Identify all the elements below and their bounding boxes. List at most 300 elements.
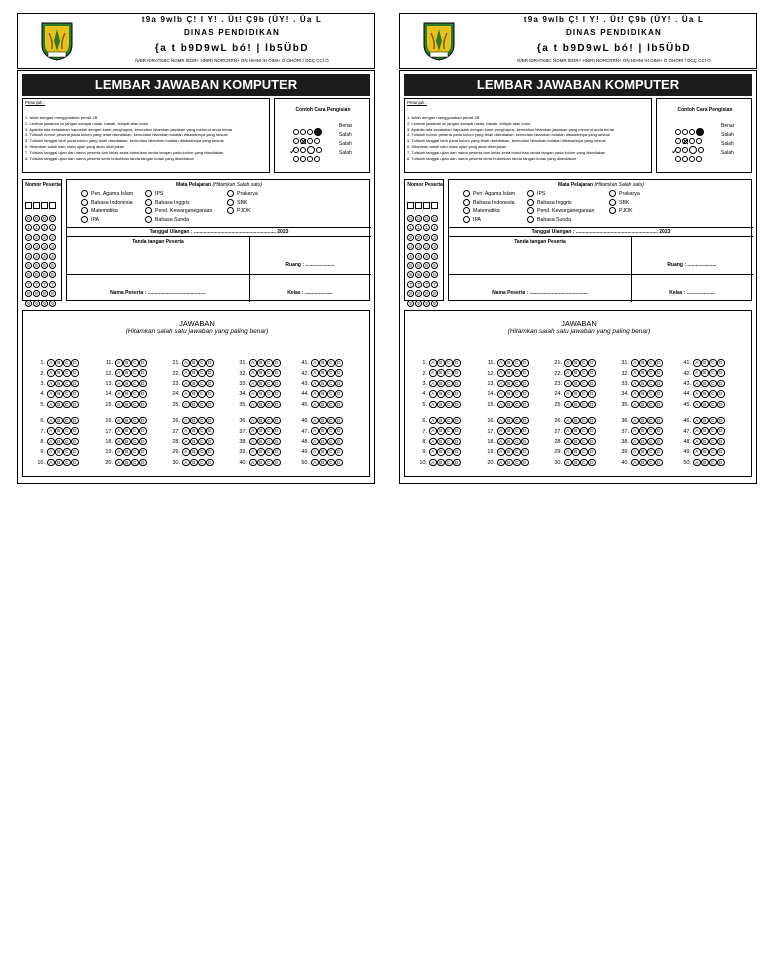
answer-bubble[interactable]: C bbox=[327, 417, 335, 425]
answer-bubble[interactable]: D bbox=[273, 369, 281, 377]
answer-bubble[interactable]: D bbox=[206, 359, 214, 367]
answer-bubble[interactable]: C bbox=[265, 459, 273, 467]
digit-bubble[interactable]: 9 bbox=[415, 300, 422, 307]
answer-bubble[interactable]: C bbox=[445, 417, 453, 425]
answer-bubble[interactable]: B bbox=[639, 448, 647, 456]
answer-bubble[interactable]: D bbox=[453, 427, 461, 435]
digit-bubble[interactable]: 0 bbox=[41, 215, 48, 222]
answer-bubble[interactable]: A bbox=[497, 448, 505, 456]
exam-date-field[interactable]: Tanggal Ulangan : ........................................................... 2023 bbox=[531, 229, 671, 235]
answer-bubble[interactable]: D bbox=[71, 459, 79, 467]
subject-option[interactable]: Bahasa Inggris bbox=[527, 199, 594, 208]
answer-bubble[interactable]: C bbox=[709, 427, 717, 435]
answer-bubble[interactable]: A bbox=[693, 369, 701, 377]
answer-bubble[interactable]: C bbox=[131, 390, 139, 398]
answer-bubble[interactable]: D bbox=[588, 401, 596, 409]
answer-bubble[interactable]: B bbox=[701, 438, 709, 446]
answer-bubble[interactable]: A bbox=[564, 390, 572, 398]
answer-bubble[interactable]: A bbox=[47, 448, 55, 456]
answer-bubble[interactable]: A bbox=[693, 448, 701, 456]
subject-option[interactable]: PJOK bbox=[609, 207, 640, 216]
digit-bubble[interactable]: 7 bbox=[407, 281, 414, 288]
class-field[interactable]: Kelas : .................... bbox=[287, 290, 333, 296]
answer-bubble[interactable]: C bbox=[63, 417, 71, 425]
digit-bubble[interactable]: 1 bbox=[49, 224, 56, 231]
answer-bubble[interactable]: A bbox=[249, 390, 257, 398]
answer-bubble[interactable]: B bbox=[437, 438, 445, 446]
answer-bubble[interactable]: C bbox=[131, 401, 139, 409]
answer-bubble[interactable]: B bbox=[319, 427, 327, 435]
answer-bubble[interactable]: C bbox=[63, 369, 71, 377]
digit-bubble[interactable]: 7 bbox=[49, 281, 56, 288]
answer-bubble[interactable]: C bbox=[131, 359, 139, 367]
digit-bubble[interactable]: 1 bbox=[423, 224, 430, 231]
subject-bubble[interactable] bbox=[609, 199, 616, 206]
answer-bubble[interactable]: D bbox=[655, 359, 663, 367]
answer-bubble[interactable]: D bbox=[588, 369, 596, 377]
answer-bubble[interactable]: D bbox=[655, 427, 663, 435]
digit-bubble[interactable]: 3 bbox=[25, 243, 32, 250]
answer-bubble[interactable]: C bbox=[580, 390, 588, 398]
answer-bubble[interactable]: B bbox=[437, 448, 445, 456]
answer-bubble[interactable]: C bbox=[580, 438, 588, 446]
answer-bubble[interactable]: C bbox=[327, 390, 335, 398]
answer-bubble[interactable]: B bbox=[55, 369, 63, 377]
answer-bubble[interactable]: D bbox=[521, 427, 529, 435]
digit-bubble[interactable]: 5 bbox=[423, 262, 430, 269]
answer-bubble[interactable]: C bbox=[445, 380, 453, 388]
answer-bubble[interactable]: D bbox=[655, 401, 663, 409]
answer-bubble[interactable]: C bbox=[327, 427, 335, 435]
answer-bubble[interactable]: B bbox=[319, 448, 327, 456]
answer-bubble[interactable]: B bbox=[123, 369, 131, 377]
subject-option[interactable]: Bahasa Sunda bbox=[527, 216, 594, 225]
answer-bubble[interactable]: A bbox=[47, 438, 55, 446]
answer-bubble[interactable]: A bbox=[47, 369, 55, 377]
answer-bubble[interactable]: D bbox=[139, 401, 147, 409]
answer-bubble[interactable]: C bbox=[327, 359, 335, 367]
answer-bubble[interactable]: C bbox=[513, 438, 521, 446]
answer-bubble[interactable]: A bbox=[693, 438, 701, 446]
subject-option[interactable]: Bahasa Indonesia bbox=[81, 199, 133, 208]
subject-option[interactable]: Matematika bbox=[81, 207, 133, 216]
answer-bubble[interactable]: C bbox=[131, 380, 139, 388]
answer-bubble[interactable]: A bbox=[249, 401, 257, 409]
digit-bubble[interactable]: 5 bbox=[407, 262, 414, 269]
answer-bubble[interactable]: C bbox=[647, 380, 655, 388]
digit-bubble[interactable]: 6 bbox=[423, 271, 430, 278]
answer-bubble[interactable]: B bbox=[639, 380, 647, 388]
answer-bubble[interactable]: C bbox=[513, 401, 521, 409]
answer-bubble[interactable]: C bbox=[198, 448, 206, 456]
answer-bubble[interactable]: B bbox=[701, 417, 709, 425]
answer-bubble[interactable]: D bbox=[206, 390, 214, 398]
answer-bubble[interactable]: C bbox=[709, 417, 717, 425]
answer-bubble[interactable]: B bbox=[505, 369, 513, 377]
digit-bubble[interactable]: 2 bbox=[423, 234, 430, 241]
digit-bubble[interactable]: 6 bbox=[407, 271, 414, 278]
answer-bubble[interactable]: D bbox=[139, 380, 147, 388]
digit-bubble[interactable]: 3 bbox=[41, 243, 48, 250]
answer-bubble[interactable]: D bbox=[335, 359, 343, 367]
answer-bubble[interactable]: B bbox=[190, 448, 198, 456]
digit-bubble[interactable]: 5 bbox=[49, 262, 56, 269]
answer-bubble[interactable]: C bbox=[63, 448, 71, 456]
answer-bubble[interactable]: D bbox=[655, 390, 663, 398]
digit-bubble[interactable]: 5 bbox=[41, 262, 48, 269]
answer-bubble[interactable]: C bbox=[265, 401, 273, 409]
answer-bubble[interactable]: C bbox=[198, 359, 206, 367]
answer-bubble[interactable]: B bbox=[572, 459, 580, 467]
answer-bubble[interactable]: D bbox=[655, 417, 663, 425]
answer-bubble[interactable]: A bbox=[182, 390, 190, 398]
answer-bubble[interactable]: D bbox=[717, 427, 725, 435]
answer-bubble[interactable]: D bbox=[206, 427, 214, 435]
answer-bubble[interactable]: A bbox=[47, 417, 55, 425]
answer-bubble[interactable]: A bbox=[429, 369, 437, 377]
digit-bubble[interactable]: 2 bbox=[33, 234, 40, 241]
answer-bubble[interactable]: D bbox=[453, 417, 461, 425]
subject-bubble[interactable] bbox=[527, 190, 534, 197]
answer-bubble[interactable]: A bbox=[429, 401, 437, 409]
answer-bubble[interactable]: D bbox=[588, 417, 596, 425]
answer-bubble[interactable]: D bbox=[655, 380, 663, 388]
answer-bubble[interactable]: A bbox=[693, 417, 701, 425]
answer-bubble[interactable]: B bbox=[190, 417, 198, 425]
answer-bubble[interactable]: C bbox=[198, 459, 206, 467]
answer-bubble[interactable]: D bbox=[453, 380, 461, 388]
answer-bubble[interactable]: A bbox=[497, 438, 505, 446]
digit-bubble[interactable]: 9 bbox=[25, 300, 32, 307]
digit-bubble[interactable]: 3 bbox=[423, 243, 430, 250]
digit-bubble[interactable]: 4 bbox=[407, 253, 414, 260]
digit-bubble[interactable]: 8 bbox=[423, 290, 430, 297]
answer-bubble[interactable]: B bbox=[572, 417, 580, 425]
digit-bubble[interactable]: 3 bbox=[431, 243, 438, 250]
answer-bubble[interactable]: B bbox=[505, 438, 513, 446]
answer-bubble[interactable]: A bbox=[47, 390, 55, 398]
answer-bubble[interactable]: C bbox=[63, 359, 71, 367]
digit-bubble[interactable]: 8 bbox=[431, 290, 438, 297]
answer-bubble[interactable]: A bbox=[631, 401, 639, 409]
answer-bubble[interactable]: C bbox=[131, 417, 139, 425]
answer-bubble[interactable]: A bbox=[631, 369, 639, 377]
answer-bubble[interactable]: C bbox=[198, 427, 206, 435]
subject-bubble[interactable] bbox=[609, 207, 616, 214]
answer-bubble[interactable]: B bbox=[190, 390, 198, 398]
answer-bubble[interactable]: D bbox=[273, 380, 281, 388]
answer-bubble[interactable]: D bbox=[335, 427, 343, 435]
answer-bubble[interactable]: B bbox=[505, 427, 513, 435]
subject-option[interactable]: IPS bbox=[145, 190, 212, 199]
digit-bubble[interactable]: 5 bbox=[415, 262, 422, 269]
answer-bubble[interactable]: D bbox=[588, 359, 596, 367]
answer-bubble[interactable]: C bbox=[513, 359, 521, 367]
answer-bubble[interactable]: A bbox=[564, 359, 572, 367]
answer-bubble[interactable]: D bbox=[206, 380, 214, 388]
answer-bubble[interactable]: A bbox=[631, 459, 639, 467]
answer-bubble[interactable]: B bbox=[701, 448, 709, 456]
answer-bubble[interactable]: B bbox=[639, 459, 647, 467]
answer-bubble[interactable]: D bbox=[521, 390, 529, 398]
answer-bubble[interactable]: C bbox=[445, 459, 453, 467]
answer-bubble[interactable]: B bbox=[55, 438, 63, 446]
answer-bubble[interactable]: C bbox=[63, 401, 71, 409]
subject-bubble[interactable] bbox=[81, 216, 88, 223]
answer-bubble[interactable]: A bbox=[115, 448, 123, 456]
answer-bubble[interactable]: D bbox=[139, 417, 147, 425]
answer-bubble[interactable]: B bbox=[55, 427, 63, 435]
answer-bubble[interactable]: A bbox=[115, 459, 123, 467]
room-field[interactable]: Ruang : ..................... bbox=[285, 262, 335, 268]
answer-bubble[interactable]: B bbox=[123, 359, 131, 367]
answer-bubble[interactable]: D bbox=[453, 448, 461, 456]
answer-bubble[interactable]: B bbox=[319, 359, 327, 367]
answer-bubble[interactable]: B bbox=[190, 369, 198, 377]
answer-bubble[interactable]: D bbox=[588, 380, 596, 388]
answer-bubble[interactable]: C bbox=[327, 401, 335, 409]
answer-bubble[interactable]: B bbox=[257, 438, 265, 446]
answer-bubble[interactable]: C bbox=[513, 369, 521, 377]
answer-bubble[interactable]: C bbox=[709, 369, 717, 377]
answer-bubble[interactable]: D bbox=[717, 390, 725, 398]
answer-bubble[interactable]: A bbox=[249, 369, 257, 377]
answer-bubble[interactable]: D bbox=[71, 448, 79, 456]
answer-bubble[interactable]: B bbox=[190, 438, 198, 446]
subject-bubble[interactable] bbox=[463, 199, 470, 206]
subject-option[interactable]: Prakarya bbox=[609, 190, 640, 199]
answer-bubble[interactable]: A bbox=[182, 438, 190, 446]
answer-bubble[interactable]: B bbox=[55, 417, 63, 425]
answer-bubble[interactable]: D bbox=[273, 390, 281, 398]
answer-bubble[interactable]: B bbox=[572, 369, 580, 377]
answer-bubble[interactable]: A bbox=[693, 459, 701, 467]
answer-bubble[interactable]: C bbox=[131, 427, 139, 435]
answer-bubble[interactable]: B bbox=[639, 359, 647, 367]
digit-bubble[interactable]: 8 bbox=[407, 290, 414, 297]
digit-bubble[interactable]: 4 bbox=[33, 253, 40, 260]
answer-bubble[interactable]: A bbox=[182, 380, 190, 388]
answer-bubble[interactable]: A bbox=[564, 448, 572, 456]
answer-bubble[interactable]: A bbox=[564, 369, 572, 377]
answer-bubble[interactable]: B bbox=[257, 380, 265, 388]
answer-bubble[interactable]: C bbox=[445, 369, 453, 377]
answer-bubble[interactable]: A bbox=[47, 359, 55, 367]
answer-bubble[interactable]: A bbox=[631, 359, 639, 367]
answer-bubble[interactable]: D bbox=[521, 380, 529, 388]
digit-bubble[interactable]: 0 bbox=[407, 215, 414, 222]
answer-bubble[interactable]: B bbox=[505, 448, 513, 456]
answer-bubble[interactable]: B bbox=[572, 438, 580, 446]
answer-bubble[interactable]: A bbox=[564, 380, 572, 388]
answer-bubble[interactable]: A bbox=[564, 438, 572, 446]
answer-bubble[interactable]: A bbox=[47, 401, 55, 409]
answer-bubble[interactable]: B bbox=[319, 459, 327, 467]
answer-bubble[interactable]: D bbox=[655, 369, 663, 377]
answer-bubble[interactable]: B bbox=[123, 401, 131, 409]
answer-bubble[interactable]: A bbox=[693, 401, 701, 409]
answer-bubble[interactable]: C bbox=[709, 380, 717, 388]
answer-bubble[interactable]: B bbox=[639, 401, 647, 409]
answer-bubble[interactable]: D bbox=[453, 438, 461, 446]
answer-bubble[interactable]: C bbox=[513, 448, 521, 456]
answer-bubble[interactable]: D bbox=[273, 359, 281, 367]
subject-option[interactable]: Pen. Agama Islam bbox=[81, 190, 133, 199]
answer-bubble[interactable]: C bbox=[198, 417, 206, 425]
answer-bubble[interactable]: D bbox=[71, 359, 79, 367]
digit-bubble[interactable]: 0 bbox=[49, 215, 56, 222]
digit-bubble[interactable]: 4 bbox=[49, 253, 56, 260]
digit-bubble[interactable]: 9 bbox=[41, 300, 48, 307]
answer-bubble[interactable]: D bbox=[335, 390, 343, 398]
answer-bubble[interactable]: A bbox=[47, 380, 55, 388]
digit-bubble[interactable]: 4 bbox=[431, 253, 438, 260]
answer-bubble[interactable]: D bbox=[335, 459, 343, 467]
answer-bubble[interactable]: D bbox=[206, 448, 214, 456]
digit-bubble[interactable]: 1 bbox=[33, 224, 40, 231]
subject-bubble[interactable] bbox=[227, 207, 234, 214]
answer-bubble[interactable]: A bbox=[115, 390, 123, 398]
answer-bubble[interactable]: D bbox=[521, 401, 529, 409]
answer-bubble[interactable]: D bbox=[453, 401, 461, 409]
answer-bubble[interactable]: A bbox=[693, 390, 701, 398]
answer-bubble[interactable]: B bbox=[437, 401, 445, 409]
digit-bubble[interactable]: 0 bbox=[415, 215, 422, 222]
subject-bubble[interactable] bbox=[527, 207, 534, 214]
answer-bubble[interactable]: C bbox=[709, 359, 717, 367]
digit-bubble[interactable]: 5 bbox=[33, 262, 40, 269]
answer-bubble[interactable]: B bbox=[437, 417, 445, 425]
answer-bubble[interactable]: C bbox=[131, 369, 139, 377]
participant-name-field[interactable]: Nama Peserta : .......................................... bbox=[492, 290, 588, 296]
answer-bubble[interactable]: C bbox=[198, 438, 206, 446]
digit-bubble[interactable]: 2 bbox=[49, 234, 56, 241]
answer-bubble[interactable]: A bbox=[497, 459, 505, 467]
answer-bubble[interactable]: A bbox=[249, 380, 257, 388]
digit-bubble[interactable]: 3 bbox=[415, 243, 422, 250]
answer-bubble[interactable]: D bbox=[335, 380, 343, 388]
answer-bubble[interactable]: D bbox=[139, 427, 147, 435]
answer-bubble[interactable]: B bbox=[572, 448, 580, 456]
answer-bubble[interactable]: A bbox=[115, 438, 123, 446]
answer-bubble[interactable]: A bbox=[311, 401, 319, 409]
answer-bubble[interactable]: C bbox=[513, 427, 521, 435]
answer-bubble[interactable]: C bbox=[265, 359, 273, 367]
answer-bubble[interactable]: C bbox=[647, 438, 655, 446]
answer-bubble[interactable]: A bbox=[693, 380, 701, 388]
answer-bubble[interactable]: B bbox=[55, 459, 63, 467]
digit-bubble[interactable]: 6 bbox=[49, 271, 56, 278]
answer-bubble[interactable]: B bbox=[257, 448, 265, 456]
subject-option[interactable]: Pend. Kewarganegaraan bbox=[145, 207, 212, 216]
answer-bubble[interactable]: A bbox=[182, 369, 190, 377]
digit-bubble[interactable]: 0 bbox=[33, 215, 40, 222]
digit-bubble[interactable]: 4 bbox=[415, 253, 422, 260]
answer-bubble[interactable]: C bbox=[513, 417, 521, 425]
answer-bubble[interactable]: A bbox=[497, 359, 505, 367]
digit-bubble[interactable]: 7 bbox=[25, 281, 32, 288]
answer-bubble[interactable]: D bbox=[521, 448, 529, 456]
answer-bubble[interactable]: B bbox=[55, 380, 63, 388]
answer-bubble[interactable]: C bbox=[265, 438, 273, 446]
answer-bubble[interactable]: C bbox=[709, 390, 717, 398]
digit-bubble[interactable]: 0 bbox=[423, 215, 430, 222]
answer-bubble[interactable]: B bbox=[319, 369, 327, 377]
answer-bubble[interactable]: B bbox=[257, 427, 265, 435]
answer-bubble[interactable]: D bbox=[521, 369, 529, 377]
answer-bubble[interactable]: A bbox=[429, 380, 437, 388]
answer-bubble[interactable]: A bbox=[249, 359, 257, 367]
answer-bubble[interactable]: D bbox=[453, 459, 461, 467]
answer-bubble[interactable]: A bbox=[182, 427, 190, 435]
answer-bubble[interactable]: B bbox=[55, 390, 63, 398]
answer-bubble[interactable]: D bbox=[71, 438, 79, 446]
digit-bubble[interactable]: 1 bbox=[41, 224, 48, 231]
subject-option[interactable]: SBK bbox=[609, 199, 640, 208]
answer-bubble[interactable]: D bbox=[335, 417, 343, 425]
answer-bubble[interactable]: D bbox=[453, 369, 461, 377]
answer-bubble[interactable]: D bbox=[71, 369, 79, 377]
answer-bubble[interactable]: B bbox=[572, 427, 580, 435]
answer-bubble[interactable]: A bbox=[311, 417, 319, 425]
digit-bubble[interactable]: 0 bbox=[431, 215, 438, 222]
answer-bubble[interactable]: C bbox=[445, 438, 453, 446]
answer-bubble[interactable]: C bbox=[198, 401, 206, 409]
digit-bubble[interactable]: 8 bbox=[33, 290, 40, 297]
answer-bubble[interactable]: A bbox=[311, 390, 319, 398]
answer-bubble[interactable]: C bbox=[63, 459, 71, 467]
answer-bubble[interactable]: D bbox=[655, 448, 663, 456]
answer-bubble[interactable]: C bbox=[709, 438, 717, 446]
answer-bubble[interactable]: B bbox=[639, 438, 647, 446]
answer-bubble[interactable]: C bbox=[327, 380, 335, 388]
answer-bubble[interactable]: C bbox=[647, 448, 655, 456]
answer-bubble[interactable]: C bbox=[580, 401, 588, 409]
answer-bubble[interactable]: A bbox=[311, 427, 319, 435]
digit-bubble[interactable]: 5 bbox=[431, 262, 438, 269]
answer-bubble[interactable]: D bbox=[588, 448, 596, 456]
answer-bubble[interactable]: B bbox=[572, 401, 580, 409]
answer-bubble[interactable]: D bbox=[588, 459, 596, 467]
digit-bubble[interactable]: 3 bbox=[49, 243, 56, 250]
subject-bubble[interactable] bbox=[527, 216, 534, 223]
answer-bubble[interactable]: D bbox=[206, 401, 214, 409]
digit-bubble[interactable]: 7 bbox=[423, 281, 430, 288]
subject-option[interactable]: Bahasa Indonesia bbox=[463, 199, 515, 208]
answer-bubble[interactable]: D bbox=[273, 448, 281, 456]
answer-bubble[interactable]: B bbox=[123, 448, 131, 456]
digit-bubble[interactable]: 8 bbox=[41, 290, 48, 297]
answer-bubble[interactable]: A bbox=[311, 448, 319, 456]
answer-bubble[interactable]: C bbox=[513, 390, 521, 398]
answer-bubble[interactable]: C bbox=[580, 448, 588, 456]
answer-bubble[interactable]: D bbox=[655, 438, 663, 446]
answer-bubble[interactable]: A bbox=[631, 438, 639, 446]
digit-bubble[interactable]: 2 bbox=[25, 234, 32, 241]
subject-option[interactable]: Matematika bbox=[463, 207, 515, 216]
answer-bubble[interactable]: A bbox=[115, 369, 123, 377]
answer-bubble[interactable]: D bbox=[273, 417, 281, 425]
answer-bubble[interactable]: C bbox=[647, 359, 655, 367]
answer-bubble[interactable]: C bbox=[580, 417, 588, 425]
digit-bubble[interactable]: 8 bbox=[415, 290, 422, 297]
subject-option[interactable]: IPS bbox=[527, 190, 594, 199]
answer-bubble[interactable]: C bbox=[709, 401, 717, 409]
answer-bubble[interactable]: D bbox=[588, 427, 596, 435]
answer-bubble[interactable]: B bbox=[505, 359, 513, 367]
answer-bubble[interactable]: D bbox=[717, 448, 725, 456]
answer-bubble[interactable]: B bbox=[505, 401, 513, 409]
